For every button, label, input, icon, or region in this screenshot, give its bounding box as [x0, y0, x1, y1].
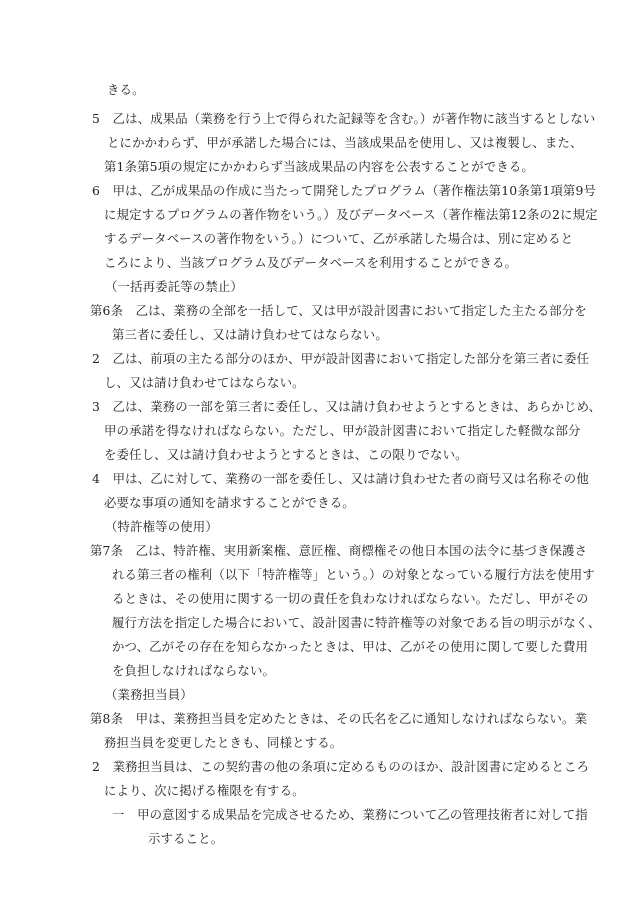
text-line: 4 甲は、乙に対して、業務の一部を委任し、又は請け負わせた者の商号又は名称その他 [92, 471, 589, 486]
text-line: るときは、その使用に関する一切の責任を負わなければならない。ただし、甲がその [112, 591, 589, 606]
section-heading: （業務担当員） [105, 687, 193, 702]
text-line: 3 乙は、業務の一部を第三者に委任し、又は請け負わせようとするときは、あらかじめ、 [92, 399, 602, 414]
article-line: 第7条 乙は、特許権、実用新案権、意匠権、商標権その他日本国の法令に基づき保護さ [90, 543, 588, 558]
text-line: かつ、乙がその存在を知らなかったときは、甲は、乙がその使用に関して要した費用 [112, 639, 589, 654]
text-line: 務担当員を変更したときも、同様とする。 [104, 735, 343, 750]
text-line: れる第三者の権利（以下「特許権等」という。）の対象となっている履行方法を使用す [112, 567, 595, 582]
section-heading: （一括再委託等の禁止） [105, 279, 243, 294]
text-line: 示すること。 [148, 831, 224, 846]
text-line: を委任し、又は請け負わせようとするときは、この限りでない。 [104, 447, 468, 462]
article-line: 第8条 甲は、業務担当員を定めたときは、その氏名を乙に通知しなければならない。業 [90, 711, 588, 726]
text-line: とにかかわらず、甲が承諾した場合には、当該成果品を使用し、又は複製し、また、 [107, 135, 583, 150]
text-line: 甲の承諾を得なければならない。ただし、甲が設計図書において指定した軽微な部分 [104, 423, 581, 438]
text-line: 一 甲の意図する成果品を完成させるため、業務について乙の管理技術者に対して指 [112, 807, 588, 822]
text-line: ころにより、当該プログラム及びデータベースを利用することができる。 [104, 255, 518, 270]
text-line: 5 乙は、成果品（業務を行う上で得られた記録等を含む。）が著作物に該当するとしない [92, 111, 596, 126]
text-line: 必要な事項の通知を請求することができる。 [104, 495, 355, 510]
text-line: するデータベースの著作物をいう。）について、乙が承諾した場合は、別に定めると [104, 231, 574, 246]
text-line: により、次に掲げる権限を有する。 [104, 783, 305, 798]
text-line: 2 乙は、前項の主たる部分のほか、甲が設計図書において指定した部分を第三者に委任 [92, 351, 590, 366]
article-line: 第6条 乙は、業務の全部を一括して、又は甲が設計図書において指定した主たる部分を [90, 303, 587, 318]
text-line: を負担しなければならない。 [112, 663, 276, 678]
text-line: きる。 [107, 82, 145, 97]
text-line: 6 甲は、乙が成果品の作成に当たって開発したプログラム（著作権法第10条第1項第9号 [92, 183, 597, 198]
text-line: 第三者に委任し、又は請け負わせてはならない。 [112, 327, 388, 342]
text-line: 第1条第5項の規定にかかわらず当該成果品の内容を公表することができる。 [104, 159, 534, 174]
text-line: し、又は請け負わせてはならない。 [104, 375, 305, 390]
text-line: 履行方法を指定した場合において、設計図書に特許権等の対象である旨の明示がなく、 [112, 615, 601, 630]
section-heading: （特許権等の使用） [105, 519, 218, 534]
text-line: に規定するプログラムの著作物をいう。）及びデータベース（著作権法第12条の2に規定 [104, 207, 598, 222]
text-line: 2 業務担当員は、この契約書の他の条項に定めるもののほか、設計図書に定めるところ [92, 759, 590, 774]
